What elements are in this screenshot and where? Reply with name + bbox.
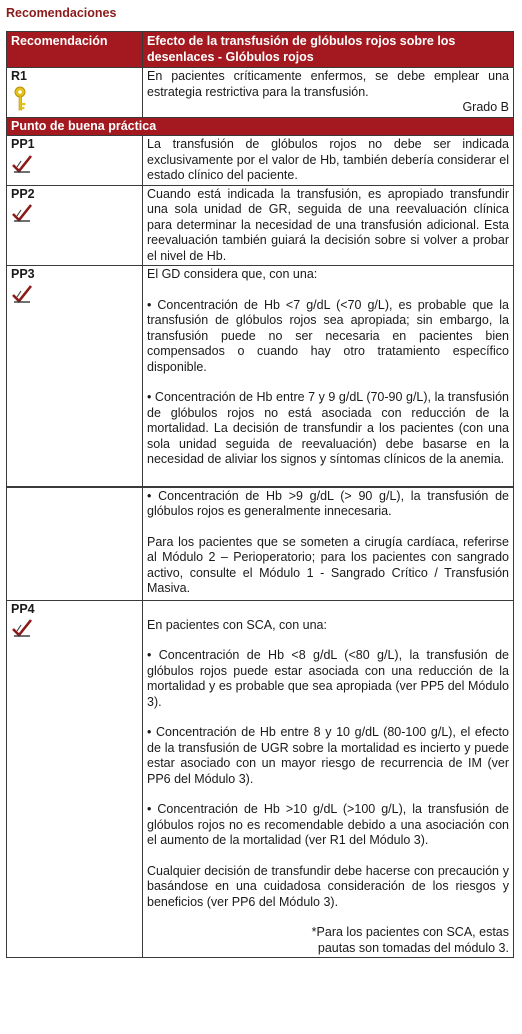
row-text <box>143 266 514 487</box>
code-r1: R1 <box>11 69 27 83</box>
pp1-text: La transfusión de glóbulos rojos no debe ser indicada exclusivamente por el valor de Hb, también debería considerar el estado clínico del paciente. <box>147 137 509 182</box>
row-label <box>7 600 143 958</box>
page-title: Recomendaciones <box>6 6 117 20</box>
header-recommendation: Recomendación <box>7 32 143 68</box>
pp4-intro: En pacientes con SCA, con una: <box>147 617 327 632</box>
code-pp4: PP4 <box>11 601 35 616</box>
row-text <box>143 136 514 186</box>
table-row <box>7 136 514 186</box>
pp3-bullet-3: • Concentración de Hb >9 g/dL (> 90 g/L), la transfusión de glóbulos rojos es generalmente innecesaria. <box>147 488 509 518</box>
pp4-bullet-2: • Concentración de Hb entre 8 y 10 g/dL (80-100 g/L), el efecto de la transfusión de UGR sobre la mortalidad es incierto y puede estar asociado con un mayor riesgo de recurrencia de IM (ver PP6 del Módulo 3). <box>147 725 509 786</box>
pp3-bullet-1: • Concentración de Hb <7 g/dL (<70 g/L), es probable que la transfusión de glóbulos rojos sea apropiada; sin embargo, la transfusión puede no ser necesaria en pacientes bien compensados o cuando hay otro tratamiento específico disponible. <box>147 297 509 374</box>
r1-text: En pacientes críticamente enfermos, se debe emplear una estrategia restrictiva para la transfusión. <box>147 69 509 99</box>
pp4-footnote: *Para los pacientes con SCA, estas pautas son tomadas del módulo 3. <box>311 925 509 955</box>
pp2-text: Cuando está indicada la transfusión, es apropiado transfundir una sola unidad de GR, seguida de una reevaluación clínica para determinar la necesidad de una transfusión adicional. Esta reevaluación también guiará la decisión sobre si volver a probar el nivel de Hb. <box>147 186 509 263</box>
checkmark-icon <box>11 154 33 174</box>
table-row <box>7 68 514 118</box>
pp4-note: Cualquier decisión de transfundir debe hacerse con precaución y basándose en una cuidadosa consideración de los riesgos y beneficios (ver PP6 del Módulo 3). <box>147 863 509 909</box>
grade-badge: Grado B <box>462 100 509 114</box>
table-row <box>7 600 514 958</box>
code-pp3: PP3 <box>11 267 35 281</box>
row-text <box>143 185 514 266</box>
row-label <box>7 185 143 266</box>
pp4-bullet-3: • Concentración de Hb >10 g/dL (>100 g/L), la transfusión de glóbulos rojos no es recomendable debido a una asociación con el aumento de la mortalidad (ver R1 del Módulo 3). <box>147 802 509 847</box>
pp3-intro: El GD considera que, con una: <box>147 267 318 281</box>
row-text <box>143 68 514 118</box>
checkmark-icon <box>11 284 33 304</box>
section-header <box>7 117 514 136</box>
pp3-bullet-2: • Concentración de Hb entre 7 y 9 g/dL (70-90 g/L), la transfusión de glóbulos rojos no está asociada con reducción de la mortalidad. La decisión de transfundir a los pacientes (con una sola unidad seguida de reevaluación) debe basarse en la necesidad de aliviar los signos y síntomas clínicos de la anemia. <box>147 390 509 466</box>
row-label <box>7 266 143 487</box>
row-label <box>7 68 143 118</box>
key-icon <box>11 86 29 112</box>
table-row <box>7 185 514 266</box>
table-row <box>7 266 514 487</box>
row-text <box>143 487 514 601</box>
pp3-note: Para los pacientes que se someten a cirugía cardíaca, referirse al Módulo 2 – Perioperatorio; para los pacientes con sangrado activo, consulte el Módulo 1 - Sangrado Crítico / Transfusión Masiva. <box>147 534 509 595</box>
code-pp2: PP2 <box>11 186 35 201</box>
checkmark-icon <box>11 203 33 223</box>
pp4-bullet-1: • Concentración de Hb <8 g/dL (<80 g/L), la transfusión de glóbulos rojos puede estar asociada con una reducción de la mortalidad y es probable que sea apropiada (ver PP5 del Módulo 3). <box>147 648 509 709</box>
section-title: Punto de buena práctica <box>7 117 514 136</box>
code-pp1: PP1 <box>11 137 35 151</box>
table-header <box>7 32 514 68</box>
row-text <box>143 600 514 958</box>
table-row <box>7 487 514 601</box>
checkmark-icon <box>11 618 33 638</box>
row-label-empty <box>7 487 143 601</box>
row-label <box>7 136 143 186</box>
header-effect: Efecto de la transfusión de glóbulos rojos sobre los desenlaces - Glóbulos rojos <box>143 32 514 68</box>
recommendations-table <box>6 31 514 958</box>
